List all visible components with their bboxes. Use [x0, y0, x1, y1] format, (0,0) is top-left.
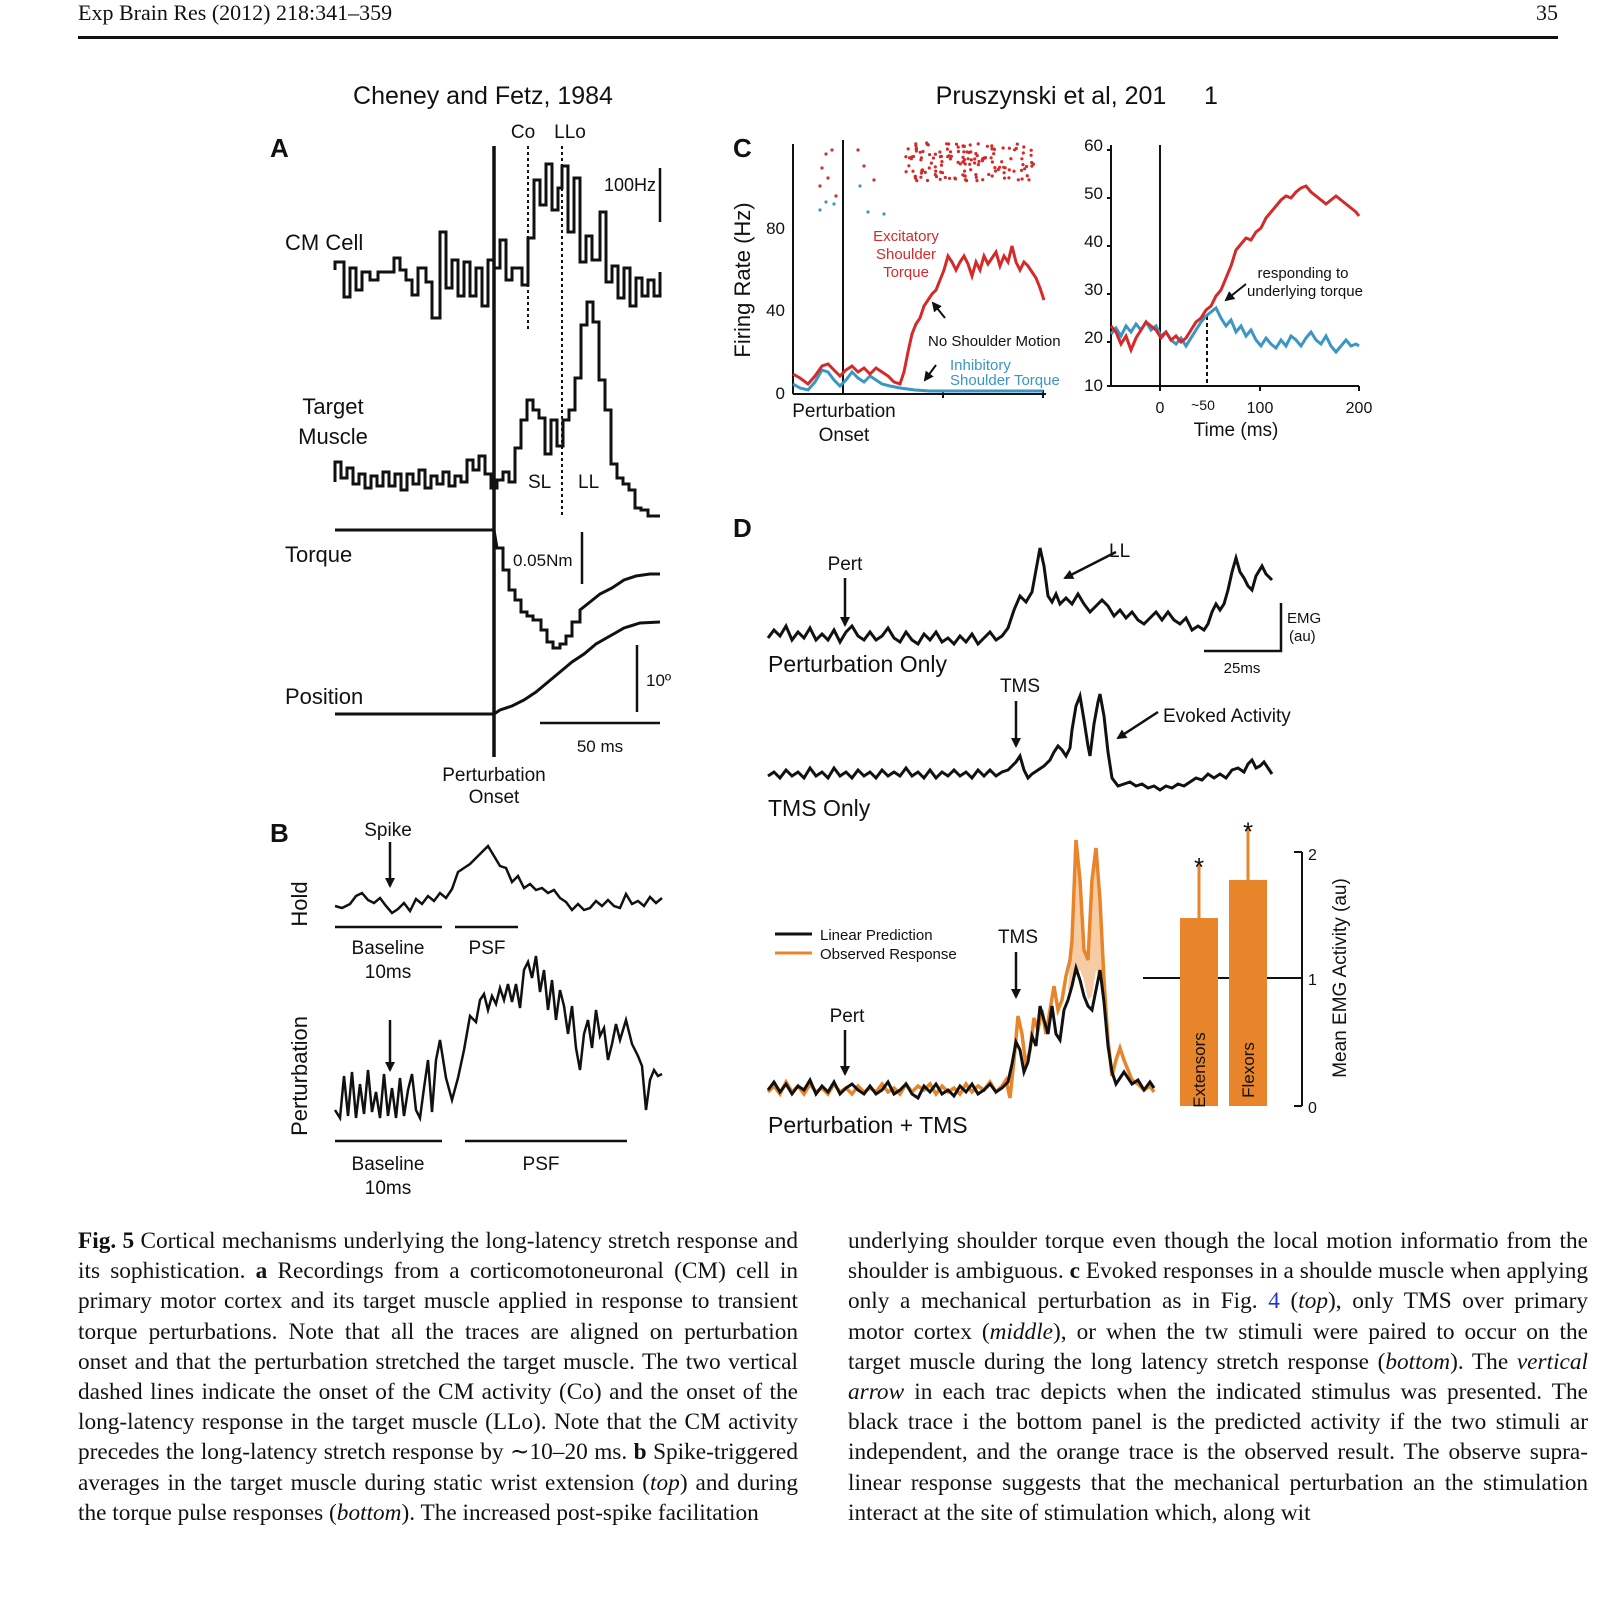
right-column-title-suffix: 1 [1204, 82, 1218, 110]
raster-spike [963, 170, 966, 173]
significance-star: * [1193, 852, 1205, 883]
target-label-2: Muscle [298, 424, 368, 449]
firing-rate-ylabel: Firing Rate (Hz) [730, 202, 755, 358]
evoked-arrow [1118, 712, 1158, 738]
onset-label-1: Perturbation [442, 765, 546, 786]
raster-spike [940, 164, 943, 167]
raster-spike [1025, 165, 1028, 168]
pert-label-2: Pert [829, 1006, 865, 1027]
raster-spike [961, 156, 964, 159]
raster-spike [934, 170, 937, 173]
panel-a-letter: A [270, 133, 289, 163]
raster-spike [969, 143, 972, 146]
raster-spike [856, 148, 859, 151]
raster-spike [957, 150, 960, 153]
inhibitory-label-2: Shoulder Torque [950, 372, 1060, 389]
raster-spike [949, 157, 952, 160]
emg-scale-label-1: EMG [1287, 610, 1322, 627]
raster-spike [934, 173, 937, 176]
raster-spike [930, 162, 933, 165]
tms-only-label: TMS Only [768, 795, 871, 821]
hold-psf-label: PSF [468, 938, 506, 959]
panel-d [733, 513, 1351, 1138]
raster-spike [866, 210, 869, 213]
raster-spike [1003, 171, 1006, 174]
raster-spike [991, 174, 994, 177]
raster-spike [928, 153, 931, 156]
raster-spike [914, 175, 917, 178]
raster-spike [1007, 176, 1010, 179]
raster-spike [948, 177, 951, 180]
raster-spike [862, 164, 865, 167]
excitatory-label-2: Shoulder [875, 246, 937, 263]
right-inhibitory-trace [1111, 308, 1359, 352]
no-motion-label: No Shoulder Motion [928, 333, 1061, 350]
raster-spike [947, 142, 950, 145]
bar-category-label: Extensors [1190, 1032, 1209, 1108]
raster-spike [957, 146, 960, 149]
excitatory-label-1: Excitatory [873, 228, 939, 245]
raster-spike [967, 157, 970, 160]
ytick-80: 80 [766, 219, 785, 238]
raster-spike [915, 147, 918, 150]
perturbation-tms-label: Perturbation + TMS [768, 1112, 968, 1138]
rytick-50: 50 [1084, 184, 1103, 203]
position-label: Position [285, 684, 364, 709]
raster-spike [904, 155, 907, 158]
cm-cell-label: CM Cell [285, 230, 364, 255]
position-scale-label: 10º [646, 671, 672, 690]
raster-spike [818, 208, 821, 211]
raster-spike [968, 163, 971, 166]
panel-b [270, 818, 662, 1199]
caption-emphasis: bottom [336, 1499, 402, 1526]
bar-ytick-2: 2 [1308, 847, 1317, 864]
raster-spike [981, 159, 984, 162]
raster-spike [938, 150, 941, 153]
bar-ytick-0: 0 [1308, 1100, 1317, 1117]
caption-text: in each trac depicts when the indicated stimulus was presented. The black trace i the bottom panel is the predicted activity if the two stimuli ar independent, and the orange trace is the observed result. The observe supra-linear response suggests that the mechanical perturbation an the stimulation interact at the site of stimulation which, along wit [848, 1379, 1588, 1526]
c-onset-label-2: Onset [818, 425, 870, 446]
hold-baseline-label-1: Baseline [351, 938, 425, 959]
raster-spike [992, 152, 995, 155]
raster-spike [962, 145, 965, 148]
raster-spike [1022, 151, 1025, 154]
raster-spike [964, 162, 967, 165]
evoked-label: Evoked Activity [1163, 706, 1291, 727]
panel-b-letter: B [270, 818, 289, 848]
raster-spike [939, 178, 942, 181]
raster-spike [1027, 178, 1030, 181]
raster-spike [908, 156, 911, 159]
linear-prediction-trace [768, 968, 1154, 1098]
raster-spike [934, 153, 937, 156]
caption-emphasis: vertical arrow [848, 1348, 1588, 1406]
tms-label-1: TMS [999, 676, 1041, 697]
raster-spike [1008, 168, 1011, 171]
raster-spike [921, 168, 924, 171]
rytick-60: 60 [1084, 136, 1103, 155]
raster-spike [940, 155, 943, 158]
caption-text: ). The increased post-spike facilitation [401, 1499, 759, 1526]
raster-spike [998, 166, 1001, 169]
pert-baseline-label-1: Baseline [351, 1154, 425, 1175]
inhibitory-label-1: Inhibitory [950, 357, 1011, 374]
bar-category-label: Flexors [1239, 1042, 1258, 1098]
time-scale-25ms: 25ms [1223, 660, 1261, 677]
caption-left [78, 1226, 798, 1528]
raster-spike [963, 174, 966, 177]
raster-spike [1002, 166, 1005, 169]
left-column-title: Cheney and Fetz, 1984 [353, 82, 613, 110]
llo-label: LLo [554, 122, 586, 143]
raster-spike [915, 179, 918, 182]
page-number: 35 [1536, 0, 1558, 25]
raster-spike [924, 171, 927, 174]
caption-emphasis: bottom [1385, 1348, 1451, 1375]
figure-reference-link[interactable]: 4 [1268, 1288, 1280, 1315]
raster-spike [969, 168, 972, 171]
raster-spike [974, 152, 977, 155]
raster-spike [818, 184, 821, 187]
raster-spike [977, 142, 980, 145]
raster-spike [921, 150, 924, 153]
raster-spike [1030, 154, 1033, 157]
caption-text: ), or when the tw stimuli were paired to occur on the target muscle during the long latency stretch response ( [848, 1318, 1588, 1375]
no-motion-arrow-up [933, 303, 945, 318]
raster-spike [920, 156, 923, 159]
rytick-30: 30 [1084, 280, 1103, 299]
pert-psf-label: PSF [522, 1154, 560, 1175]
raster-spike [1000, 160, 1003, 163]
caption-letter: a [255, 1258, 268, 1285]
raster-spike [882, 212, 885, 215]
raster-spike [953, 177, 956, 180]
raster-spike [994, 169, 997, 172]
raster-spike [993, 148, 996, 151]
pert-label-1: Pert [827, 554, 863, 575]
raster-spike [944, 176, 947, 179]
raster-spike [932, 156, 935, 159]
no-motion-arrow-down [925, 365, 936, 380]
caption-emphasis: top [650, 1469, 680, 1496]
raster-spike [1016, 143, 1019, 146]
sl-label: SL [528, 472, 552, 493]
raster-spike [1026, 174, 1029, 177]
raster-spike [907, 147, 910, 150]
hold-row-label: Hold [287, 881, 312, 927]
torque-scale-label: 0.05Nm [513, 551, 573, 570]
caption-letter: b [633, 1439, 647, 1466]
caption-letter: c [1069, 1258, 1080, 1285]
raster-spike [830, 148, 833, 151]
excitatory-raster [818, 141, 1035, 197]
caption-text: Spike-triggered averages in the target muscle during static wrist extension ( [78, 1439, 798, 1496]
ytick-0: 0 [775, 384, 785, 403]
caption-text: ) and during the torque pulse responses ( [78, 1469, 798, 1526]
caption-text: underlying shoulder torque even though the local motion informatio from the shoulder is ambiguous. [848, 1228, 1588, 1285]
position-trace [335, 622, 660, 714]
raster-spike [949, 150, 952, 153]
raster-spike [1008, 147, 1011, 150]
raster-spike [926, 179, 929, 182]
hold-baseline-label-2: 10ms [364, 962, 412, 983]
caption-right [848, 1226, 1588, 1528]
raster-spike [977, 163, 980, 166]
raster-spike [970, 158, 973, 161]
c-onset-label-1: Perturbation [792, 401, 896, 422]
raster-spike [973, 161, 976, 164]
perturbation-row-label: Perturbation [287, 1016, 312, 1136]
emg-scale-bar [1204, 603, 1281, 651]
caption-emphasis: middle [989, 1318, 1054, 1345]
ytick-40: 40 [766, 301, 785, 320]
raster-spike [1002, 146, 1005, 149]
onset-label-2: Onset [468, 787, 520, 808]
raster-spike [872, 178, 875, 181]
raster-spike [947, 154, 950, 157]
raster-spike [1030, 149, 1033, 152]
bar-ylabel: Mean EMG Activity (au) [1330, 878, 1351, 1078]
raster-spike [1003, 177, 1006, 180]
raster-spike [981, 178, 984, 181]
rxtick-200: 200 [1345, 400, 1373, 417]
raster-spike [1017, 178, 1020, 181]
torque-trace [335, 530, 660, 648]
responding-arrow [1226, 284, 1246, 300]
perturbation-only-label: Perturbation Only [768, 651, 947, 677]
panel-a [270, 122, 671, 808]
raster-spike [974, 173, 977, 176]
raster-spike [984, 156, 987, 159]
raster-spike [826, 176, 829, 179]
raster-spike [1022, 145, 1025, 148]
tms-label-2: TMS [997, 927, 1039, 948]
raster-spike [1021, 177, 1024, 180]
raster-spike [832, 202, 835, 205]
caption-emphasis: top [1298, 1288, 1329, 1315]
time-xlabel: Time (ms) [1193, 420, 1279, 441]
raster-spike [914, 144, 917, 147]
raster-spike [939, 171, 942, 174]
raster-spike [977, 160, 980, 163]
raster-spike [957, 161, 960, 164]
raster-spike [928, 166, 931, 169]
panel-c [730, 133, 1372, 446]
raster-spike [824, 152, 827, 155]
panel-c-letter: C [733, 133, 752, 163]
raster-spike [834, 194, 837, 197]
raster-spike [965, 179, 968, 182]
rytick-10: 10 [1084, 376, 1103, 395]
raster-spike [1013, 148, 1016, 151]
bar-ytick-1: 1 [1308, 972, 1317, 989]
raster-spike [919, 151, 922, 154]
raster-spike [990, 156, 993, 159]
caption-text: Cortical mechanisms underlying the long-latency stretch response and its sophistication. [78, 1228, 799, 1285]
raster-spike [955, 143, 958, 146]
ll-label: LL [1109, 541, 1131, 562]
responding-label-2: underlying torque [1247, 283, 1363, 300]
hold-trace [335, 846, 662, 913]
rxtick-50: ~50 [1191, 397, 1215, 413]
raster-spike [967, 151, 970, 154]
raster-spike [925, 141, 928, 144]
co-label: Co [510, 122, 536, 143]
spike-label: Spike [364, 820, 412, 841]
pert-baseline-label-2: 10ms [364, 1178, 412, 1199]
target-label-1: Target [302, 394, 364, 419]
rxtick-0: 0 [1155, 400, 1165, 417]
raster-spike [907, 164, 910, 167]
raster-spike [991, 160, 994, 163]
emg-bar-chart [1143, 817, 1351, 1117]
rxtick-100: 100 [1246, 400, 1274, 417]
raster-spike [987, 173, 990, 176]
caption-text: ( [1279, 1288, 1299, 1315]
responding-label-1: responding to [1257, 265, 1349, 282]
raster-spike [1020, 157, 1023, 160]
raster-spike [820, 166, 823, 169]
caption-text: Recordings from a corticomotoneuronal (CM) cell in primary motor cortex and its target muscle applied in response to transient torque perturbations. Note that all the traces are aligned on perturbation onset and that the perturbation stretched the target muscle. The two vertical dashed lines indicate the onset of the CM activity (Co) and the onset of the long-latency response in the target muscle (LLo). Note that the CM activity precedes the long-latency stretch response by ∼10–20 ms. [78, 1258, 798, 1466]
raster-spike [1020, 169, 1023, 172]
raster-spike [824, 200, 827, 203]
raster-spike [919, 176, 922, 179]
raster-spike [975, 176, 978, 179]
raster-spike [1009, 157, 1012, 160]
raster-spike [1012, 170, 1015, 173]
raster-spike [962, 150, 965, 153]
target-muscle-trace [335, 302, 660, 516]
raster-spike [993, 166, 996, 169]
caption-text: ), only TMS over primary motor cortex ( [848, 1288, 1589, 1345]
raster-spike [946, 148, 949, 151]
torque-label: Torque [285, 542, 353, 567]
journal-citation: Exp Brain Res (2012) 218:341–359 [78, 0, 393, 25]
raster-spike [858, 184, 861, 187]
rate-scale-label: 100Hz [604, 175, 657, 195]
raster-spike [990, 144, 993, 147]
caption-fig-label: Fig. 5 [78, 1228, 135, 1254]
rytick-20: 20 [1084, 328, 1103, 347]
right-column-title: Pruszynski et al, 201 [935, 82, 1167, 110]
excitatory-label-3: Torque [883, 264, 929, 281]
inhibitory-raster [818, 184, 885, 215]
ll-label: LL [578, 472, 600, 493]
emg-scale-label-2: (au) [1289, 628, 1316, 645]
panel-d-letter: D [733, 513, 752, 543]
raster-spike [973, 157, 976, 160]
raster-spike [934, 165, 937, 168]
caption-text: ). The [1450, 1348, 1517, 1375]
legend-linear-label: Linear Prediction [820, 927, 933, 944]
raster-spike [1030, 165, 1033, 168]
raster-spike [975, 179, 978, 182]
significance-star: * [1242, 816, 1254, 847]
legend-observed-label: Observed Response [820, 946, 957, 963]
raster-spike [1021, 163, 1024, 166]
raster-spike [911, 170, 914, 173]
raster-spike [940, 160, 943, 163]
raster-spike [905, 170, 908, 173]
raster-spike [1030, 161, 1033, 164]
raster-spike [986, 145, 989, 148]
rytick-40: 40 [1084, 232, 1103, 251]
caption-text: Evoked responses in a shoulde muscle when applying only a mechanical perturbation as in Fig. [848, 1258, 1588, 1315]
time-scale-label: 50 ms [576, 737, 624, 756]
